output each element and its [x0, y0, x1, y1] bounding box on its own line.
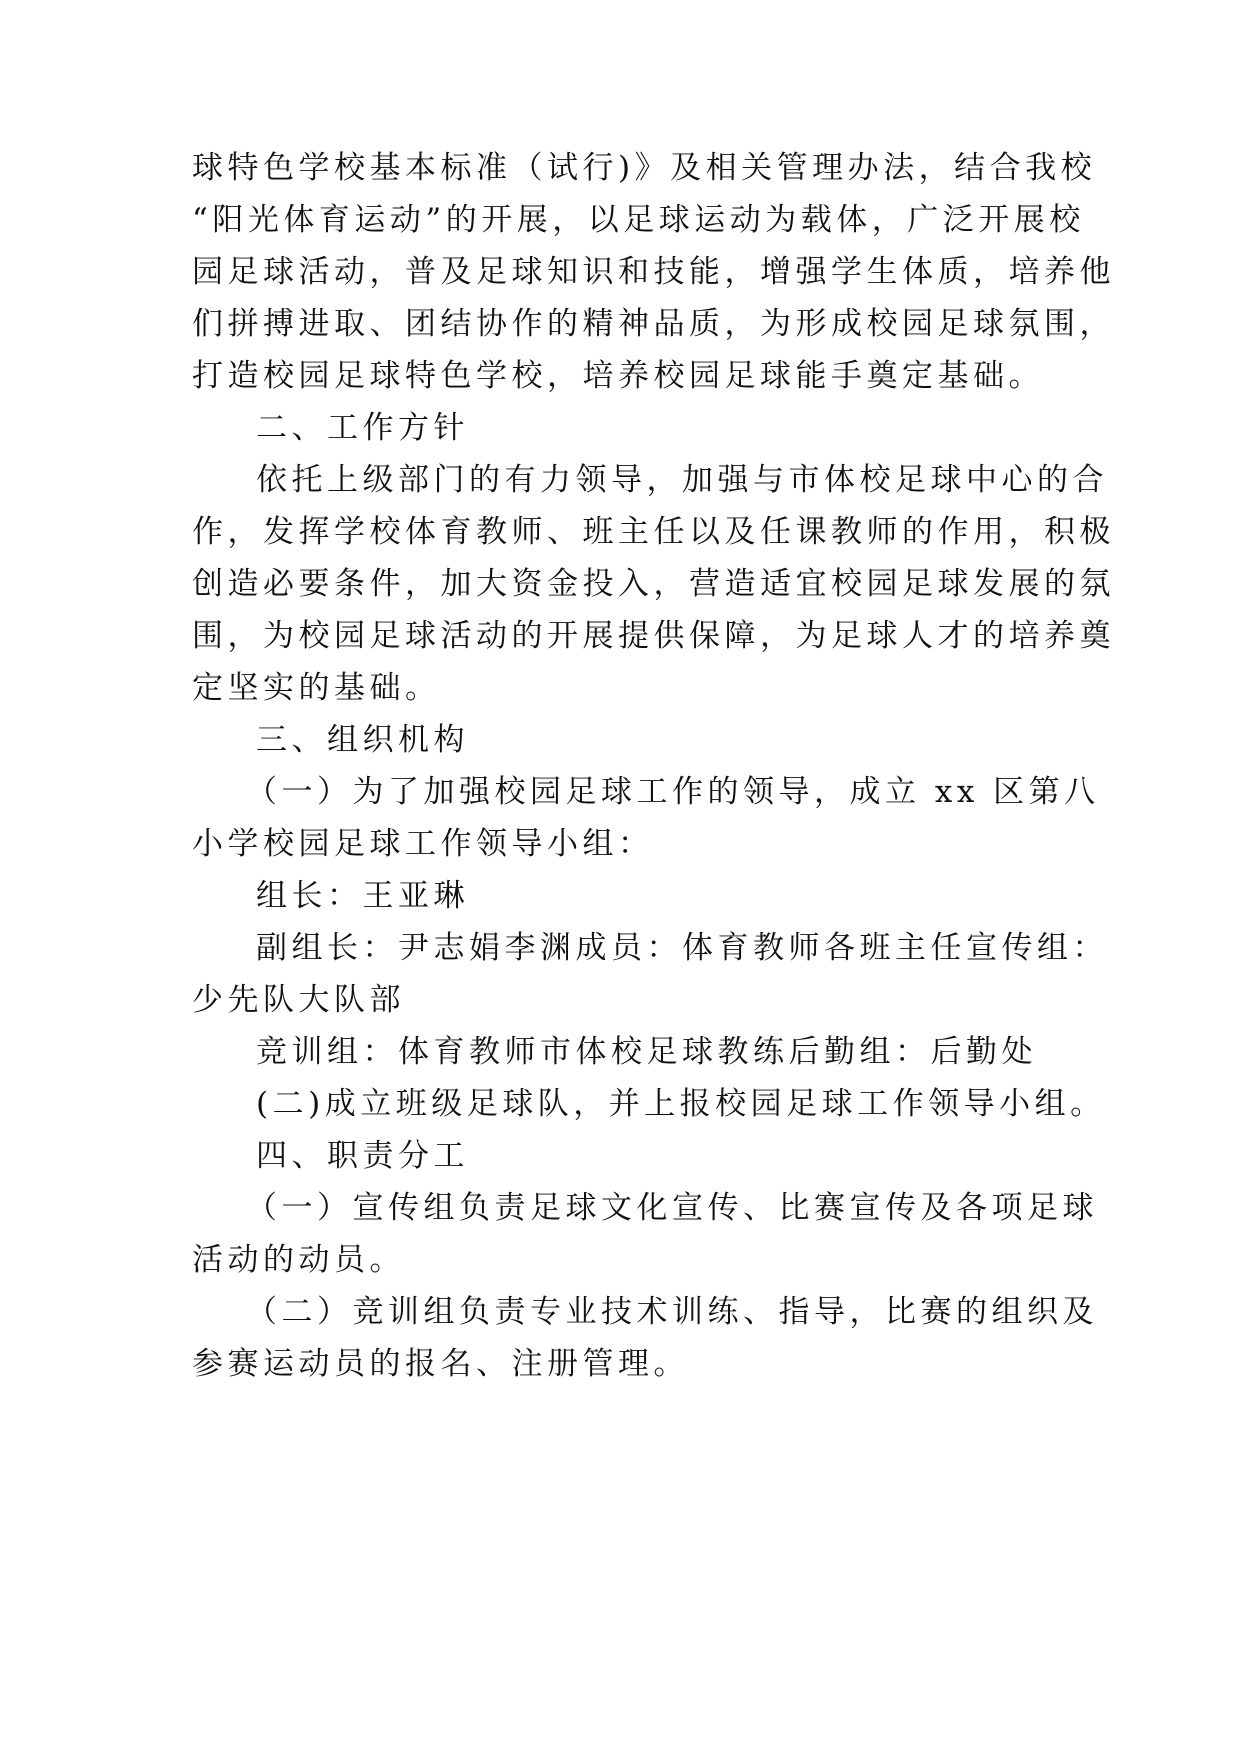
section-heading: 三、组织机构 — [256, 722, 469, 758]
body-text-line: (二)成立班级足球队，并上报校园足球工作领导小组。 — [256, 1086, 1106, 1122]
body-text-line: 打造校园足球特色学校，培养校园足球能手奠定基础。 — [192, 358, 1044, 394]
body-text-line: 作，发挥学校体育教师、班主任以及任课教师的作用，积极 — [192, 514, 1115, 550]
body-text-line: 们拼搏进取、团结协作的精神品质，为形成校园足球氛围， — [192, 306, 1115, 342]
body-text-line: 竞训组：体育教师市体校足球教练后勤组：后勤处 — [256, 1034, 1037, 1070]
body-text-line: 创造必要条件，加大资金投入，营造适宜校园足球发展的氛 — [192, 566, 1115, 602]
section-heading: 二、工作方针 — [256, 410, 469, 446]
body-text-line: 定坚实的基础。 — [192, 670, 441, 706]
body-text-line: 少先队大队部 — [192, 982, 405, 1018]
body-text-line: 小学校园足球工作领导小组： — [192, 826, 654, 862]
body-text-line: 副组长：尹志娟李渊成员：体育教师各班主任宣传组： — [256, 930, 1108, 966]
body-text-line: 球特色学校基本标准（试行)》及相关管理办法，结合我校 — [192, 150, 1097, 186]
body-text-line: 依托上级部门的有力领导，加强与市体校足球中心的合 — [256, 462, 1108, 498]
body-text-line: 围，为校园足球活动的开展提供保障，为足球人才的培养奠 — [192, 618, 1115, 654]
body-text-line: “阳光体育运动”的开展，以足球运动为载体，广泛开展校 — [192, 202, 1085, 238]
body-text-line: 参赛运动员的报名、注册管理。 — [192, 1346, 689, 1382]
body-text-line: 活动的动员。 — [192, 1242, 405, 1278]
body-text-line: 园足球活动，普及足球知识和技能，增强学生体质，培养他 — [192, 254, 1115, 290]
body-text-line: 组长：王亚琳 — [256, 878, 469, 914]
body-text-line: （二）竞训组负责专业技术训练、指导，比赛的组织及 — [246, 1294, 1098, 1330]
section-heading: 四、职责分工 — [256, 1138, 469, 1174]
body-text-line: （一）宣传组负责足球文化宣传、比赛宣传及各项足球 — [246, 1190, 1098, 1226]
body-text-line: （一）为了加强校园足球工作的领导，成立 xx 区第八 — [246, 774, 1100, 810]
